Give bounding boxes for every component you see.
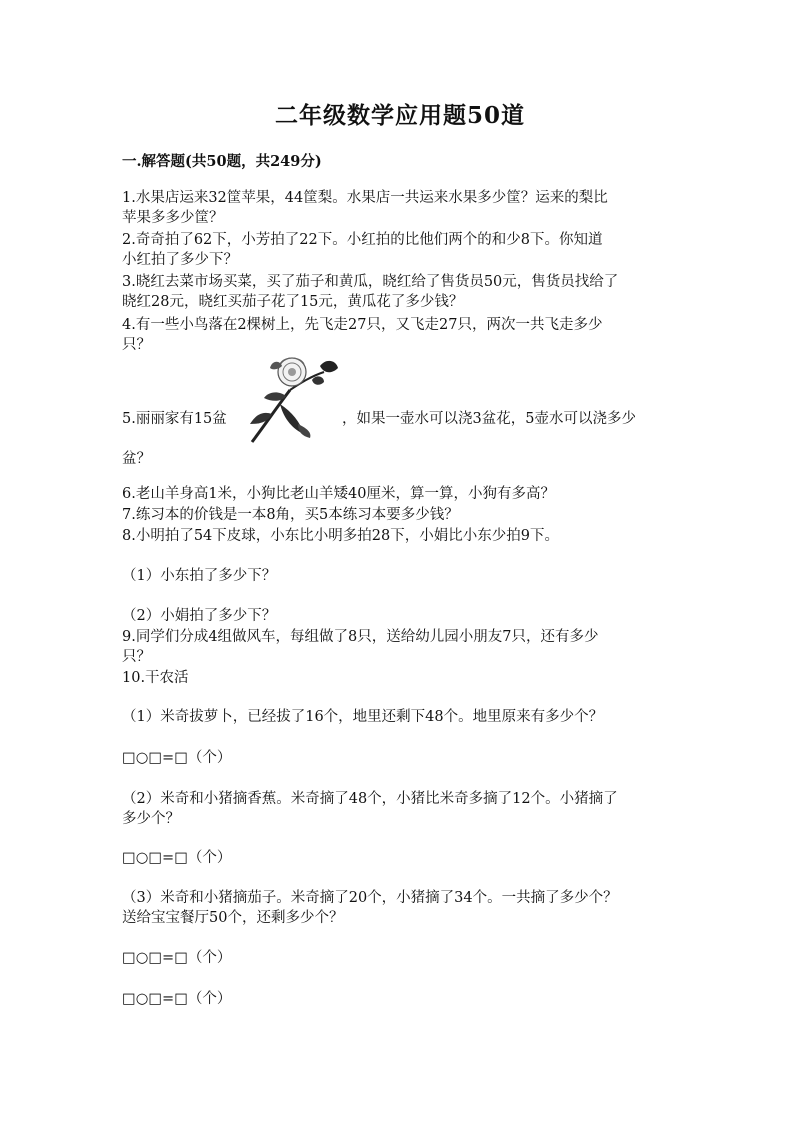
q6-line: 6.老山羊身高1米，小狗比老山羊矮40厘米，算一算，小狗有多高？ <box>122 486 556 502</box>
q10-sub3-equation2: □○□=□（个） <box>122 991 232 1007</box>
q9-line1: 9.同学们分成4组做风车，每组做了8只，送给幼儿园小朋友7只，还有多少 <box>122 629 599 645</box>
q4-line1: 4.有一些小鸟落在2棵树上，先飞走27只，又飞走27只，两次一共飞走多少 <box>122 317 603 333</box>
q8-line1: 8.小明拍了54下皮球，小东比小明多拍28下，小娟比小东少拍9下。 <box>122 528 559 544</box>
q10-sub2-equation: □○□=□（个） <box>122 850 232 866</box>
q5-line2: 盆？ <box>122 451 151 467</box>
page-title: 二年级数学应用题50道 <box>274 102 525 129</box>
flower-image <box>242 352 342 444</box>
q1-line2: 苹果多多少筐？ <box>122 210 224 226</box>
q8-sub1: （1）小东拍了多少下？ <box>122 568 277 584</box>
q9-line2: 只？ <box>122 649 151 665</box>
q10-sub3-line2: 送给宝宝餐厅50个，还剩多少个？ <box>122 910 344 926</box>
q3-line2: 晓红28元，晓红买茄子花了15元，黄瓜花了多少钱？ <box>122 294 464 310</box>
q5-line1-after: ，如果一壶水可以浇3盆花，5壶水可以浇多少 <box>342 411 636 427</box>
q2-line2: 小红拍了多少下？ <box>122 252 238 268</box>
q10-sub1-equation: □○□=□（个） <box>122 750 232 766</box>
q7-line: 7.练习本的价钱是一本8角，买5本练习本要多少钱？ <box>122 507 459 523</box>
q10-sub3-equation1: □○□=□（个） <box>122 950 232 966</box>
q1-line1: 1.水果店运来32筐苹果，44筐梨。水果店一共运来水果多少筐？运来的梨比 <box>122 190 608 206</box>
q10-sub3-line1: （3）米奇和小猪摘茄子。米奇摘了20个，小猪摘了34个。一共摘了多少个？ <box>122 890 618 906</box>
q3-line1: 3.晓红去菜市场买菜，买了茄子和黄瓜，晓红给了售货员50元，售货员找给了 <box>122 274 619 290</box>
q10-sub2-line1: （2）米奇和小猪摘香蕉。米奇摘了48个，小猪比米奇多摘了12个。小猪摘了 <box>122 791 618 807</box>
q10-sub1: （1）米奇拔萝卜，已经拔了16个，地里还剩下48个。地里原来有多少个？ <box>122 709 604 725</box>
section-heading: 一.解答题(共50题，共249分) <box>122 153 322 170</box>
q10-line1: 10.干农活 <box>122 670 189 686</box>
q5-line1-before: 5.丽丽家有15盆 <box>122 411 227 427</box>
q2-line1: 2.奇奇拍了62下，小芳拍了22下。小红拍的比他们两个的和少8下。你知道 <box>122 232 603 248</box>
q8-sub2: （2）小娟拍了多少下？ <box>122 608 277 624</box>
q10-sub2-line2: 多少个？ <box>122 811 180 827</box>
q4-line2: 只？ <box>122 337 151 353</box>
